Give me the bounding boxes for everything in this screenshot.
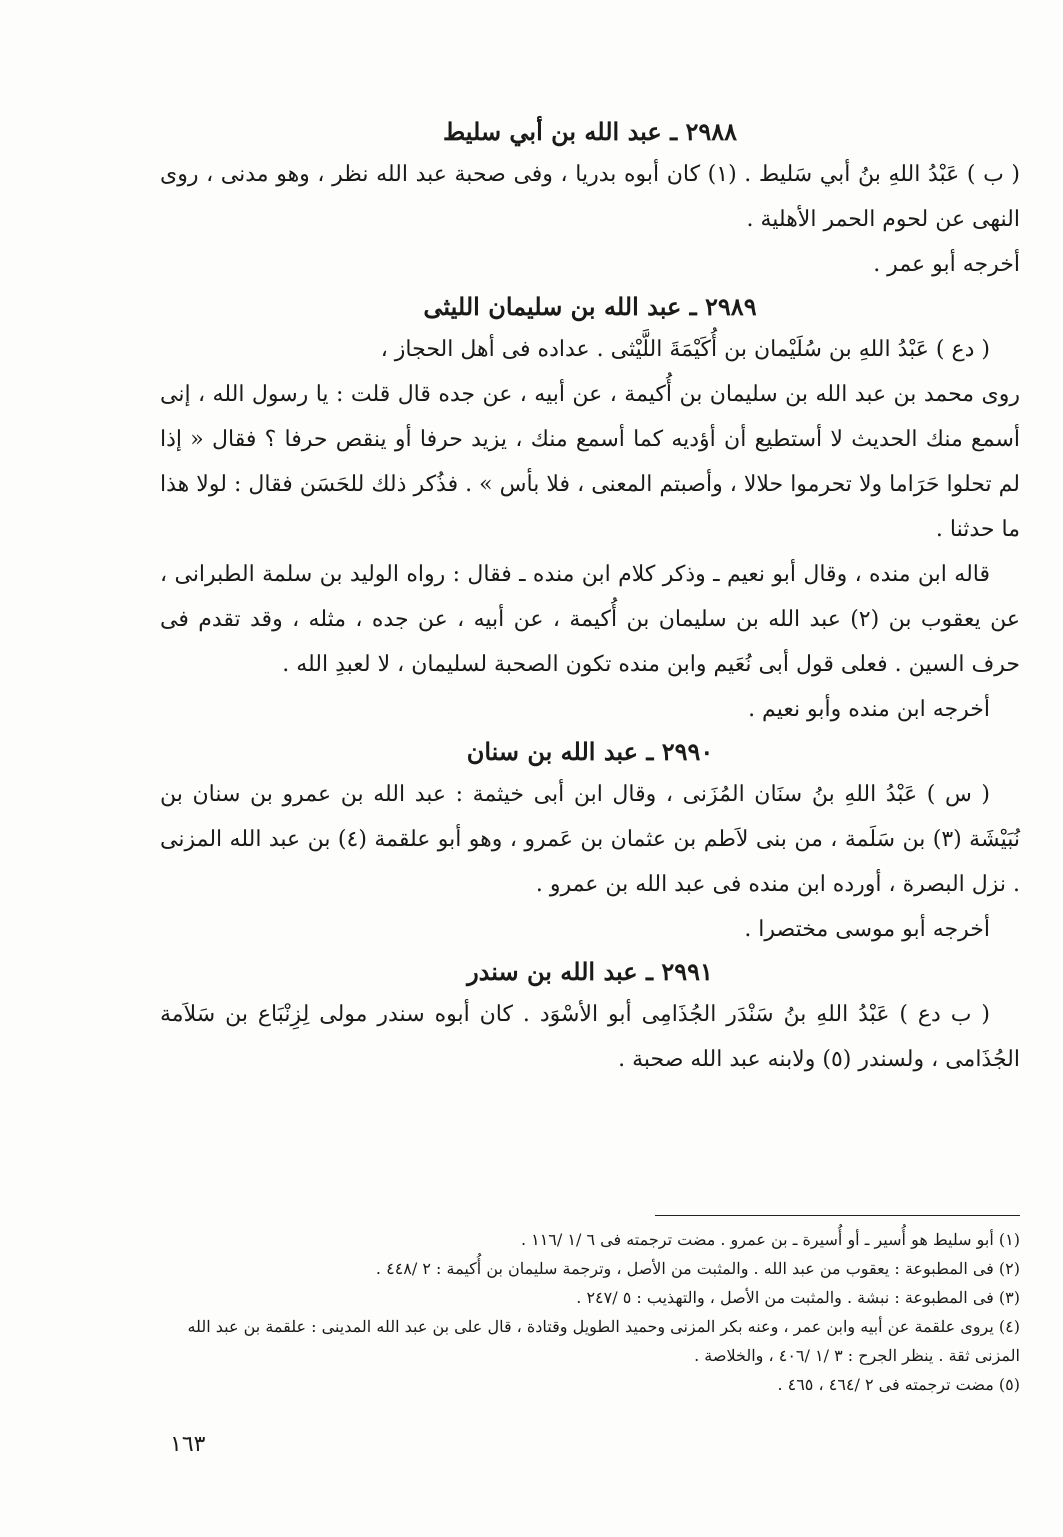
- footnote: (٤) يروى علقمة عن أبيه وابن عمر ، وعنه بكر المزنى وحميد الطويل وقتادة ، قال على بن عبد الله المدينى : علقمة بن عبد الله المزنى ثقة . ينظر الجرح : ٣ /١ /٤٠٦ ، والخلاصة .: [187, 1317, 1020, 1365]
- entry-title: ٢٩٩٠ ـ عبد الله بن سنان: [466, 737, 714, 766]
- footnote: (٥) مضت ترجمته فى ٢ /٤٦٤ ، ٤٦٥ .: [777, 1375, 1020, 1394]
- footnote: (٣) فى المطبوعة : نبشة . والمثبت من الأصل ، والتهذيب : ٥ /٢٤٧ .: [576, 1288, 1020, 1307]
- entry-paragraph: ( س ) عَبْدُ اللهِ بنُ سنَان المُزَنى ، وقال ابن أبى خيثمة : عبد الله بن عمرو بن سنان بن نُبَيْشَة (٣) بن سَلَمة ، من بنى لاَطم بن عثمان بن عَمرو ، وهو أبو علقمة (٤) بن عبد الله المزنى . نزل البصرة ، أورده ابن منده فى عبد الله بن عمرو .: [160, 782, 1020, 897]
- footnote: (١) أبو سليط هو أُسير ـ أو أُسيرة ـ بن عمرو . مضت ترجمته فى ٦ /١ /١١٦ .: [520, 1230, 1020, 1249]
- main-text: [160, 112, 1020, 1082]
- entry-paragraph: ( دع ) عَبْدُ اللهِ بن سُلَيْمان بن أُكَيْمَةَ اللَّيْثى . عداده فى أهل الحجاز ،: [380, 337, 990, 362]
- entry-paragraph: قاله ابن منده ، وقال أبو نعيم ـ وذكر كلام ابن منده ـ فقال : رواه الوليد بن سلمة الطبرانى ، عن يعقوب بن (٢) عبد الله بن سليمان بن أُكيمة ، عن أبيه ، عن جده ، مثله ، وقد تقدم فى حرف السين . فعلى قول أبى نُعَيم وابن منده تكون الصحبة لسليمان ، لا لعبدِ الله .: [160, 562, 1020, 677]
- entry-paragraph: أخرجه أبو عمر .: [873, 252, 1020, 277]
- entry-paragraph: روى محمد بن عبد الله بن سليمان بن أُكيمة ، عن أبيه ، عن جده قال قلت : يا رسول الله ، إنى أسمع منك الحديث لا أستطيع أن أؤديه كما أسمع منك ، يزيد حرفا أو ينقص حرفا ؟ فقال « إذا لم تحلوا حَرَاما ولا تحرموا حلالا ، وأصبتم المعنى ، فلا بأس » . فذُكر ذلك للحَسَن فقال : لولا هذا ما حدثنا .: [160, 382, 1020, 542]
- entry-title: ٢٩٨٩ ـ عبد الله بن سليمان الليثى: [423, 292, 757, 321]
- entry-paragraph: ( ب ) عَبْدُ اللهِ بنُ أبي سَليط . (١) كان أبوه بدريا ، وفى صحبة عبد الله نظر ، وهو مدنى ، روى النهى عن لحوم الحمر الأهلية .: [160, 162, 1021, 232]
- footnote-divider: [655, 1215, 1020, 1216]
- entry-title: ٢٩٩١ ـ عبد الله بن سندر: [467, 957, 713, 986]
- entry-title: ٢٩٨٨ ـ عبد الله بن أبي سليط: [442, 117, 738, 146]
- entry-paragraph: أخرجه ابن منده وأبو نعيم .: [748, 697, 990, 722]
- page-number: ١٦٣: [170, 1432, 206, 1457]
- footnote: (٢) فى المطبوعة : يعقوب من عبد الله . والمثبت من الأصل ، وترجمة سليمان بن أُكيمة : ٢ /٤٤٨ .: [375, 1259, 1020, 1278]
- entry-paragraph: ( ب دع ) عَبْدُ اللهِ بنُ سَنْدَر الجُذَامِى أبو الأسْوَد . كان أبوه سندر مولى لِزِنْبَاع بن سَلاَمة الجُذَامى ، ولسندر (٥) ولابنه عبد الله صحبة .: [160, 1002, 1020, 1072]
- footnotes: [160, 1225, 1020, 1399]
- entry-paragraph: أخرجه أبو موسى مختصرا .: [744, 917, 990, 942]
